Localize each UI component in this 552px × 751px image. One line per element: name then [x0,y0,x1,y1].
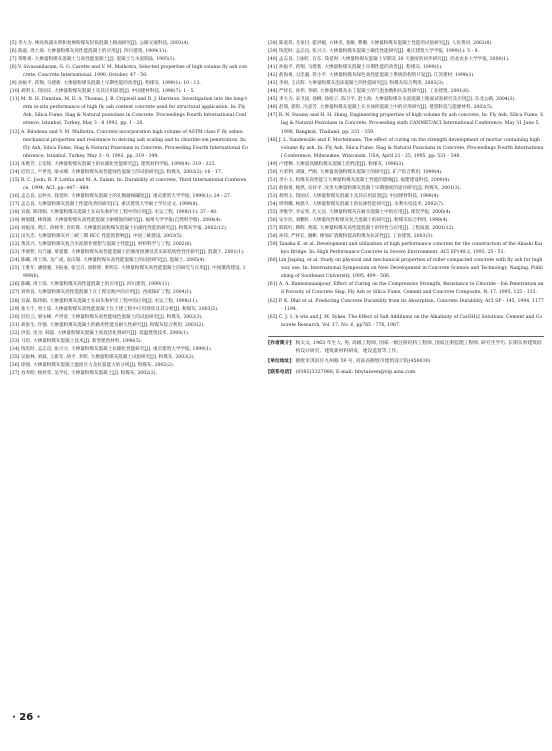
author-notes [268,336,544,377]
reference-item: [12] A. Bilodeau and V. M. Malhotra, Concrete incorporation high volume of ASTM class F fly ashes: mechanical properties and resistance to deicing salt scaling and to chloride-ion penetration. In: Fly Ash, Silica Fume, Slag & Natural Pozzolans in Concrete, Proceeding Fourth International Conference, Istanbul, Turkey, May 3 - 8, 1992, pp. 319 - 349. [10,129,248,159]
reference-item: [15] R. C. Joshi, R. P. Lohtia and M. A. Salam, In: Durability of concrete, Third International Conference, 1994, ACI, pp: 447 - 464. [10,177,247,191]
reference-item: [43] 李炳, 王庆辉. 大掺量粉煤灰泡沫混凝土的性能研究[J]. 粉煤灰综合利用, 2003(3). [268,81,445,87]
reference-item: [58] 孙伟, 严梓长, 谢彬. 掺加矿渣微粉提高粉煤灰抗冻性[J]. 工业建筑, 2003(3). [268,234,434,240]
reference-item: [29] 张大千, 周士琼. 大掺量粉煤灰高性能混凝土在土建工程中应用现状及其分析[J]. 粉煤灰, 2003(5). [10,306,219,312]
reference-item: [17] 孟志良. 大掺量粉煤灰混凝土性能改善的研究[C]. 重庆建筑大学硕士学位论文, 1999(8). [10,201,199,207]
reference-item: [19] 林旭健, 林锋圆. 大掺量粉煤灰高性能混凝土耐腐蚀的研究[J]. 福州大学学报(自然科学版), 2004(4). [10,218,223,224]
author-note-row [268,358,544,366]
reference-item: [37] 谷寿昭, 杨铁荣, 吴学礼. 大掺量粉煤灰混凝土[J]. 粉煤灰, 2002(2). [10,370,158,376]
reference-item: [36] 徐强. 大掺量粉煤灰混凝土温度应力及抗裂能力的分析[J]. 粉煤灰, 2002(2). [10,362,175,368]
reference-item: [10] 胡明玉, 钮国庆. 大掺量粉煤灰混凝土及其应用前景[J]. 中国建材科技, 1998(7): 1 - 5. [10,89,196,95]
page-number: · 26 · [12,712,41,723]
reference-item: [35] 吴振林, 刘斌, 王新军, 胡平, 李辉. 大掺量粉煤灰混凝土试验研究[J]. 粉煤灰, 2003(2). [10,354,196,360]
reference-item: [25] 王胜年, 潘德强, 卫振豪, 张宝丑, 唐桥照, 黄明东. 大掺量粉煤灰高性能混凝土的研究与应用[J]. 中国港湾建设, 1999(6). [10,266,246,280]
reference-item: [26] 陈曦, 周士琼. 大掺量粉煤灰高性能混凝土的应用[J]. 四川建筑, 1999(11). [10,282,171,288]
reference-item: [55] 李维学, 李安荣, 孔元良. 大掺量粉煤灰在耐水混凝土中的应用[J]. 煤炭学报, 2000(4). [268,209,452,215]
author-note-row [268,340,544,357]
reference-item: [6] 陈嘉, 周士琼. 大掺量粉煤灰高性能混凝土的应用[J]. 四川建筑, 1999(11). [10,49,168,55]
reference-item: [33] 马培. 大掺量粉煤灰混凝土技术[J]. 新型建筑材料, 1998(5). [10,338,143,344]
reference-item: [44] 严梓长, 孙伟, 李朝. 大掺量粉煤灰水工混凝土的气泡参数和抗冻性研究[J]. 工业建筑, 2001(6). [268,89,471,95]
author-note-label: [联系电话] [268,369,292,375]
reference-item: [59] Tanaka K. et al. Development and utilization of high performance concrete for the construction of the Akashi Kaikyo Bridge. In: High Performance Concrete in Severe Environment, ACI SP140-2, 1993, 25 - 51. [268,242,543,256]
reference-item: [14] 迟培云, 卢世宽, 梁永峰. 大掺量粉煤灰高性能绿色混凝土的试验研究[J]. 粉煤灰, 2002(3): 16 - 17. [10,169,223,175]
reference-item: [30] 迟培云, 梁永峰, 卢世宽. 大掺量粉煤灰高性能绿色混凝土的试验研究[J]. 粉煤灰, 2002(3). [10,314,203,320]
reference-item: [46] 赵瑞, 郭彤, 冯彦芳. 大掺量粉煤灰混凝土在水体积混凝土中的应用研究[J]. 建筑科技与能源材料, 2002(5). [268,105,494,111]
reference-item: [45] 李大为, 宋卫国, 徐柳, 徐绍子, 陈卫平, 赵大海. 大掺量粉煤灰水泥混凝土路面试验研究及应用[J]. 东北公路, 2004(3). [268,97,516,103]
author-note-row [268,369,544,377]
reference-item: [50] 方荣利, 刘敏, 严刚. 大掺量高强粉煤灰混凝土的研究[J]. 矿产综合利用, 1999(4). [268,169,443,175]
author-note-text: (0392)3327986; E-mail: hbytaiwen@vip.sina.com [295,369,416,375]
reference-item: [31] 胡张生, 许强. 大掺量粉煤灰混凝土的路用性能及耐久性研究[J]. 粉煤灰综合利用, 2003(2). [10,322,205,328]
reference-item: [13] 朱艳芳, 王培铭. 大掺量粉煤灰混凝土的抗碳化性能研究[J]. 建筑材料学报, 1999(4): 319 - 323. [10,161,216,167]
reference-item: [39] 钱觉时, 孟志良, 张兴元. 大掺量粉煤灰混凝土碳化性能研究[J]. 重庆建筑大学学报, 1999(1): 5 - 9. [268,49,479,55]
reference-item: [51] 李小玉. 粉煤灰高性能与大掺量粉煤灰混凝土性能的影响[J]. 福建建设科技, 2000(4). [268,177,451,183]
reference-item: [28] 宣森, 陈伟娟. 大掺量粉煤灰混凝土在码头和护岸工程中的应用[J]. 水运工程, 1998(11). [10,298,199,304]
reference-item: [61] A. A. Ramezanianpour, Effect of Curing on the Compressive Strength, Resistance to Chloride - Ion Penetration and Porosity of Concrete Slag, Fly Ash or Silica Fume, Cement and Concrete Composite, N. 17, 1995, 125 - 133. [268,282,544,296]
reference-item: [47] R. N. Swamy and H. H. Hung, Engineering properties of high volume fly ash concrete, In: Fly Ash, Silica Fume, Slag & Natural Pozzolans in Concrete, Proceeding sixth CANMET/ACI International Conference, May 31 June 5, 1998, Bangkok, Thailand, pp: 331 - 359. [268,113,544,135]
reference-item: [22] 黄其兴. 大掺量粉煤灰复合水泥制作理想与混凝土性能[J]. 材料科学与工程, 2002(6). [10,242,193,248]
reference-item: [56] 宋少民, 刘鹏红. 大掺量改性粉煤灰复合混凝土的研究[J]. 粉煤灰综合利用, 1998(4). [268,218,449,224]
reference-item: [23] 李康智, 冯乃谦, 覃爱群. 大掺量粉煤灰高性能混凝土的强度推测及其实际结构性性化研究[J]. 混凝土, 2001(1). [10,250,245,256]
reference-column-left [10,40,248,378]
reference-item: [32] 洪雷, 史寻, 韩磊. 大掺量粉煤灰混凝土高效活化剂研究[J]. 低温建筑技术, 2000(1). [10,330,190,336]
reference-item: [18] 宣森, 陈伟娟. 大掺量粉煤灰混凝土在码头和护岸工程中的应用[J]. 水运工程, 1998(11): 37 - 40. [10,209,218,215]
author-note-text: 鹤壁市淇滨区九州路 59 号, 河南省鹤壁市建筑设计院(458030) [295,359,431,365]
reference-column-right [268,40,544,379]
reference-item: [38] 陈爱玖, 尤家付, 霍洪媛, 方林炎, 张雁, 曹珊. 大掺量粉煤灰混凝土性能的试验研究[J]. 人民黄河, 2002(8). [268,41,493,46]
reference-item: [11] M. R. H. Dunstan, M. D. A. Thomas, J. B. Cripwell and D. J. Harrison, Investigation into the long-term in-situ performance of high fly ash content concrete used for structural application, In: Fly Ash, Silica Fume, Slag & Natural pozzolans in Concrete, Proceedings Fourth International Conference, Istanbul, Turkey, May 3 - 8 1992, pp. 1 - 20. [10,97,248,127]
author-note-label: [作者简介] [268,340,292,346]
reference-item: [9] 孙振平, 蒋翔, 马建新. 大掺量粉煤灰混凝土早期性能的改善[J]. 粉煤灰, 1999(1): 10 - 13. [10,81,201,87]
reference-item: [52] 俞海勇, 杨然, 宣祥平. 改善大掺量粉煤灰混凝土早期强度的途径研究[J]. 粉煤灰, 2001(3). [268,185,461,191]
reference-item: [49] 卢建穆. 大掺量高级粉煤灰混凝土的性能[J]. 粉煤灰, 1996(3). [268,161,405,167]
reference-item: [60] Lin Jiaping, et al. Study on physical and mechanical properties of roller compacted concrete with fly ash for high way use. In: International Symposium on New Development in Concrete Science and Technology, Nanjing. Publishing of Southeast University, 1995. 499 - 506. [268,258,543,280]
reference-item: [21] 田先忠. 大掺量粉煤灰对三峡三期 RCC 性能的影响[J]. 中国三峡建设, 2003(5). [10,234,183,240]
reference-item: [16] 孟志良, 吴仲兵, 钱觉时. 大掺量粉煤灰混凝土的孔数破相碱度[J]. 重庆建筑大学学报, 1999(1): 24 - 27. [10,193,232,199]
reference-list-right [268,40,544,330]
reference-item: [54] 周明耀, 杨鼎久. 大掺量粉煤灰混凝土的抗渗性能研究[J]. 水利水电技术, 2002(7). [268,201,445,207]
reference-item: [53] 胡明玉, 钮国庆. 大掺量粉煤灰混凝土及其应用前景[J]. 中国建材科技, 1998(4). [268,193,440,199]
reference-item: [48] J. L. Vandewalle and F. Mortelmans, The effect of curing on the strength development of mortar containing high volume fly ash, In: Fly Ash, Silica Fume, Slag & Natural Pozzolans in Concrete, Proceedings Fourth International Conference, Milwaukee, Wisconsin, USA, April 21 - 25, 1995, pp: 531 - 548. [268,137,544,159]
reference-item: [41] 孙振平, 蒋翔, 马建新. 大掺量粉煤灰混凝土早期性能的改善[J]. 粉煤灰, 1999(1). [268,65,443,71]
reference-item: [24] 陈曦, 周士琼, 龙广成, 袁庆瑞. 大掺量粉煤灰高性能混凝土的试验研究[J]. 混凝土, 2005(4). [10,258,206,264]
reference-item: [42] 俞海勇, 习忠毅, 管小平. 大掺量粉煤灰绿色高性能混凝土系统的构筑开发[J]. 江苏建材, 1998(1). [268,73,475,79]
reference-item: [5] 李大为. 掺高效减水剂和复掺粉煤灰轻质混凝土路面研究[J]. 公路交通科技, 2003(4). [10,41,190,46]
reference-item: [8] V. Sivasundaram, G. G. Carette and V. M. Malhotra, Selected properties of high volume fly ash concrete, Concrete International, 1990, October, 47 - 50. [10,65,248,79]
reference-item: [27] 刘勇良. 大掺量粉煤灰高性能混凝土在工程实践中的应用[J]. 西部探矿工程, 2004(1). [10,290,193,296]
reference-item: [34] 钱觉时, 孟志良, 张兴元. 大掺量粉煤灰混凝土抗碳化性能研究[J]. 重庆建筑大学学报, 1999(1). [10,346,213,352]
reference-item: [57] 韩跃红, 穆辉, 黄霞. 大掺量粉煤灰高性能混凝土的特性与应用[J]. 工程质量, 2001(12). [268,226,455,232]
reference-item: [7] 覃维祖. 大掺量粉煤灰混凝土与高性能混凝土[J]. 混凝土与水泥制品, 1995(1). [10,57,176,63]
reference-item: [63] C. J. 1, h win and J. M. Sykes, The Effect of Salt Additions on the Alkalinity of Ca(OH)2 Solutions. Cement and Concrete Research, Vol. 17, No. 6, pp765 - 776, 1987. [268,314,543,328]
reference-item: [62] P. K. Dhir et al. Predicting Concrete Durability from its Absorption, Concrete Durability, ACI SP - 145, 1994, 1177 - 1194. [268,298,544,312]
author-note-text: 杨太文, 1963 年生人, 男, 高级工程师, 国家一级注册结构工程师, 国家注册监理工程师, 研究生学历, 长期从事建筑结构设计研究、建筑新材料研发、建设监督等工作。 [295,340,542,354]
reference-item: [20] 刘振清, 黄江, 蒋林华, 肖旺辉. 大掺量低质粉煤灰混凝土抗碳化性能的研究[J]. 粉煤灰学报, 2002(12). [10,226,228,232]
reference-item: [40] 孟志良, 王丽红, 官东, 钱觉时. 大掺量粉煤灰混凝土早期及 28 天强度的初步研究[J]. 西北农业大学学报, 2000(1). [268,57,510,63]
author-note-label: [单位地址] [268,359,292,365]
